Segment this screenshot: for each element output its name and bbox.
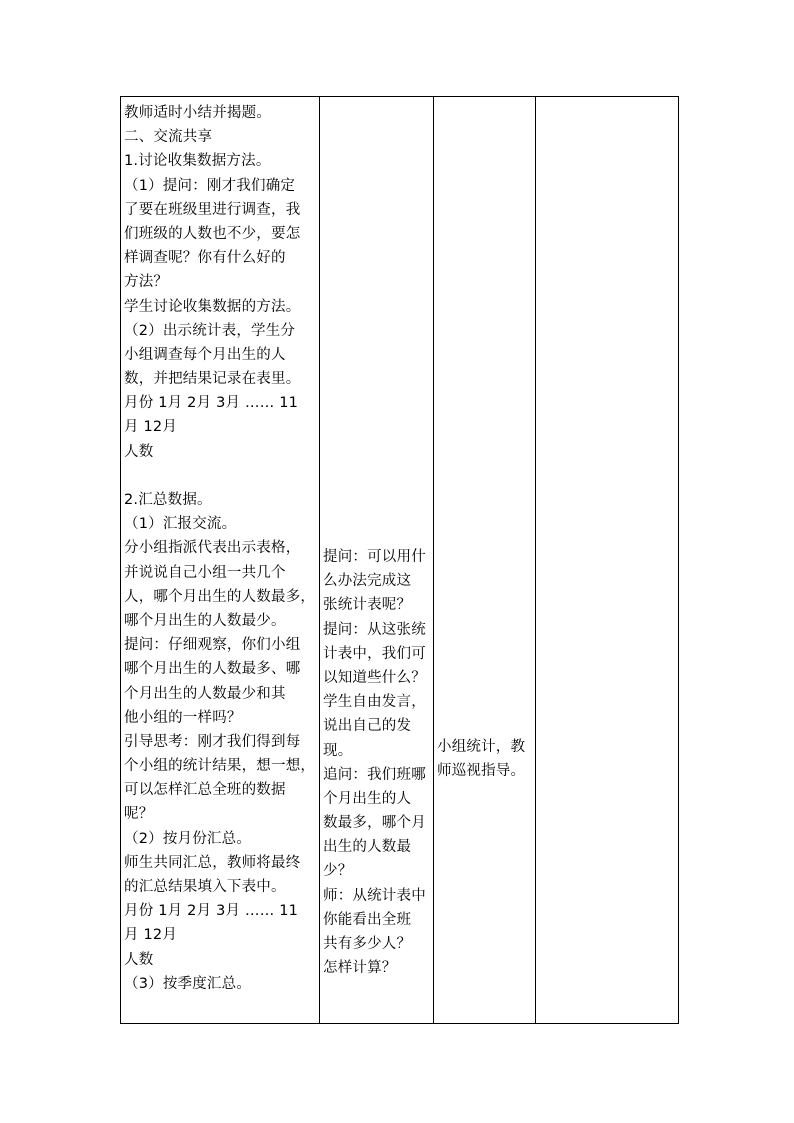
lesson-plan-table (120, 96, 679, 1024)
text-line: 人数 (124, 443, 154, 460)
text-line: 月 12月 (124, 419, 178, 436)
text-line: 数，并把结果记录在表里。 (124, 371, 301, 388)
text-line: 教师适时小结并揭题。 (124, 105, 271, 121)
text-line: 提问：可以用什 (323, 549, 426, 565)
text-line: （1）汇报交流。 (124, 516, 237, 533)
teacher-activity-cell (320, 97, 434, 1024)
text-line: 的汇总结果填入下表中。 (124, 879, 286, 895)
table-row (121, 97, 679, 1024)
text-line: 计表中，我们可 (323, 645, 426, 662)
text-line: 小组统计，教 (437, 739, 526, 755)
text-line: 哪个月出生的人数最少。 (124, 612, 286, 629)
text-line: 张统计表呢？ (323, 597, 412, 614)
text-line: 个月出生的人 (323, 790, 412, 807)
text-line: 数最多，哪个月 (323, 815, 426, 832)
text-line: 月份 1月 2月 3月 …… 11 (124, 903, 299, 920)
text-line: 1.讨论收集数据方法。 (124, 153, 271, 170)
text-line: （3）按季度汇总。 (124, 975, 252, 992)
text-line: 共有多少人？ (323, 936, 412, 952)
notes-cell (536, 97, 679, 1024)
text-line: 师：从统计表中 (323, 887, 426, 904)
text-line: 提问：从这张统 (323, 621, 426, 638)
text-line: 方法？ (124, 274, 169, 291)
text-line: 2.汇总数据。 (124, 492, 212, 508)
text-line: 样调查呢？你有什么好的 (124, 250, 286, 267)
text-line: 人数 (124, 951, 154, 968)
text-line: 哪个月出生的人数最多、哪 (124, 661, 301, 678)
text-line: 引导思考：刚才我们得到每 (124, 733, 301, 750)
text-line: 月份 1月 2月 3月 …… 11 (124, 395, 299, 412)
teacher-activity-text (323, 545, 431, 980)
text-line: 们班级的人数也不少，要怎 (124, 225, 301, 242)
text-line: 怎样计算？ (323, 960, 397, 977)
text-line: （1）提问：刚才我们确定 (124, 177, 296, 194)
text-line: 人，哪个月出生的人数最多， (124, 588, 316, 605)
text-line: 个小组的统计结果，想一想， (124, 758, 316, 775)
text-line: 学生自由发言， (323, 694, 426, 711)
text-line: 以知道些什么？ (323, 669, 426, 686)
text-line: 师巡视指导。 (437, 763, 526, 780)
text-line: 提问：仔细观察，你们小组 (124, 637, 301, 654)
text-line: 么办法完成这 (323, 573, 412, 590)
text-line: 他小组的一样吗？ (124, 709, 242, 726)
text-line: 并说说自己小组一共几个 (124, 564, 286, 581)
teaching-process-text (124, 101, 317, 996)
text-line: 分小组指派代表出示表格， (124, 540, 301, 557)
text-line: 个月出生的人数最少和其 (124, 685, 286, 702)
text-line: 现。 (323, 742, 353, 759)
student-activity-text (437, 735, 533, 783)
text-line: 说出自己的发 (323, 718, 412, 735)
text-line (124, 464, 317, 488)
text-line: 了要在班级里进行调查，我 (124, 201, 301, 218)
text-line: 月 12月 (124, 927, 178, 944)
text-line: 少？ (323, 863, 353, 880)
text-line: （2）出示统计表，学生分 (124, 322, 296, 339)
text-line: 可以怎样汇总全班的数据 (124, 782, 286, 799)
text-line: 小组调查每个月出生的人 (124, 346, 286, 363)
student-activity-cell (434, 97, 536, 1024)
text-line: 你能看出全班 (323, 911, 412, 928)
text-line: 师生共同汇总，教师将最终 (124, 854, 301, 871)
text-line: 学生讨论收集数据的方法。 (124, 298, 301, 315)
text-line: 追问：我们班哪 (323, 766, 426, 783)
text-line: 呢？ (124, 806, 154, 823)
text-line: （2）按月份汇总。 (124, 830, 252, 847)
text-line: 出生的人数最 (323, 839, 412, 856)
teaching-process-cell (121, 97, 320, 1024)
text-line: 二、交流共享 (124, 129, 213, 146)
